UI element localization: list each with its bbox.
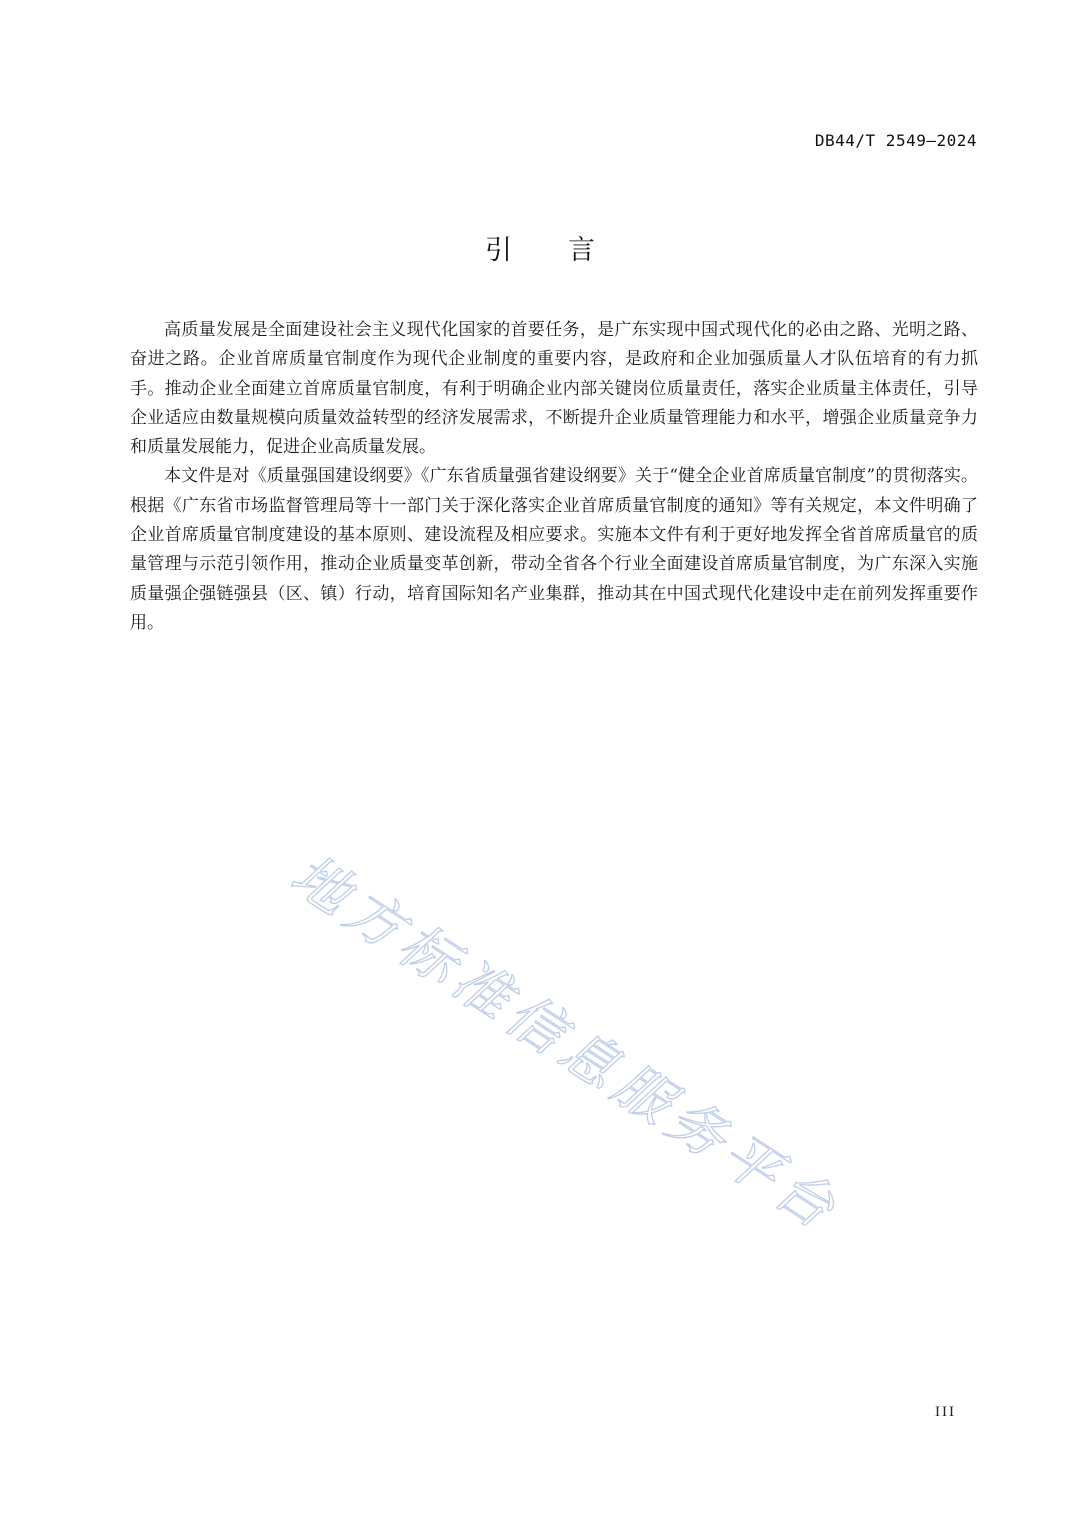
document-code: DB44/T 2549—2024 [814, 131, 977, 150]
page-title: 引言 [485, 235, 651, 266]
page-number: III [935, 1404, 956, 1420]
body-text [130, 316, 978, 638]
paragraph-1: 高质量发展是全面建设社会主义现代化国家的首要任务，是广东实现中国式现代化的必由之路、光明之路、奋进之路。企业首席质量官制度作为现代企业制度的重要内容，是政府和企业加强质量人才队伍培育的有力抓手。推动企业全面建立首席质量官制度，有利于明确企业内部关键岗位质量责任，落实企业质量主体责任，引导企业适应由数量规模向质量效益转型的经济发展需求，不断提升企业质量管理能力和水平，增强企业质量竞争力和质量发展能力，促进企业高质量发展。 [130, 320, 978, 458]
paragraph-2: 本文件是对《质量强国建设纲要》《广东省质量强省建设纲要》关于“健全企业首席质量官制度”的贯彻落实。根据《广东省市场监督管理局等十一部门关于深化落实企业首席质量官制度的通知》等有关规定，本文件明确了企业首席质量官制度建设的基本原则、建设流程及相应要求。实施本文件有利于更好地发挥全省首席质量官的质量管理与示范引领作用，推动企业质量变革创新，带动全省各个行业全面建设首席质量官制度，为广东深入实施质量强企强链强县（区、镇）行动，培育国际知名产业集群，推动其在中国式现代化建设中走在前列发挥重要作用。 [130, 466, 978, 633]
watermark: 地方标准信息服务平台 [279, 842, 852, 1246]
